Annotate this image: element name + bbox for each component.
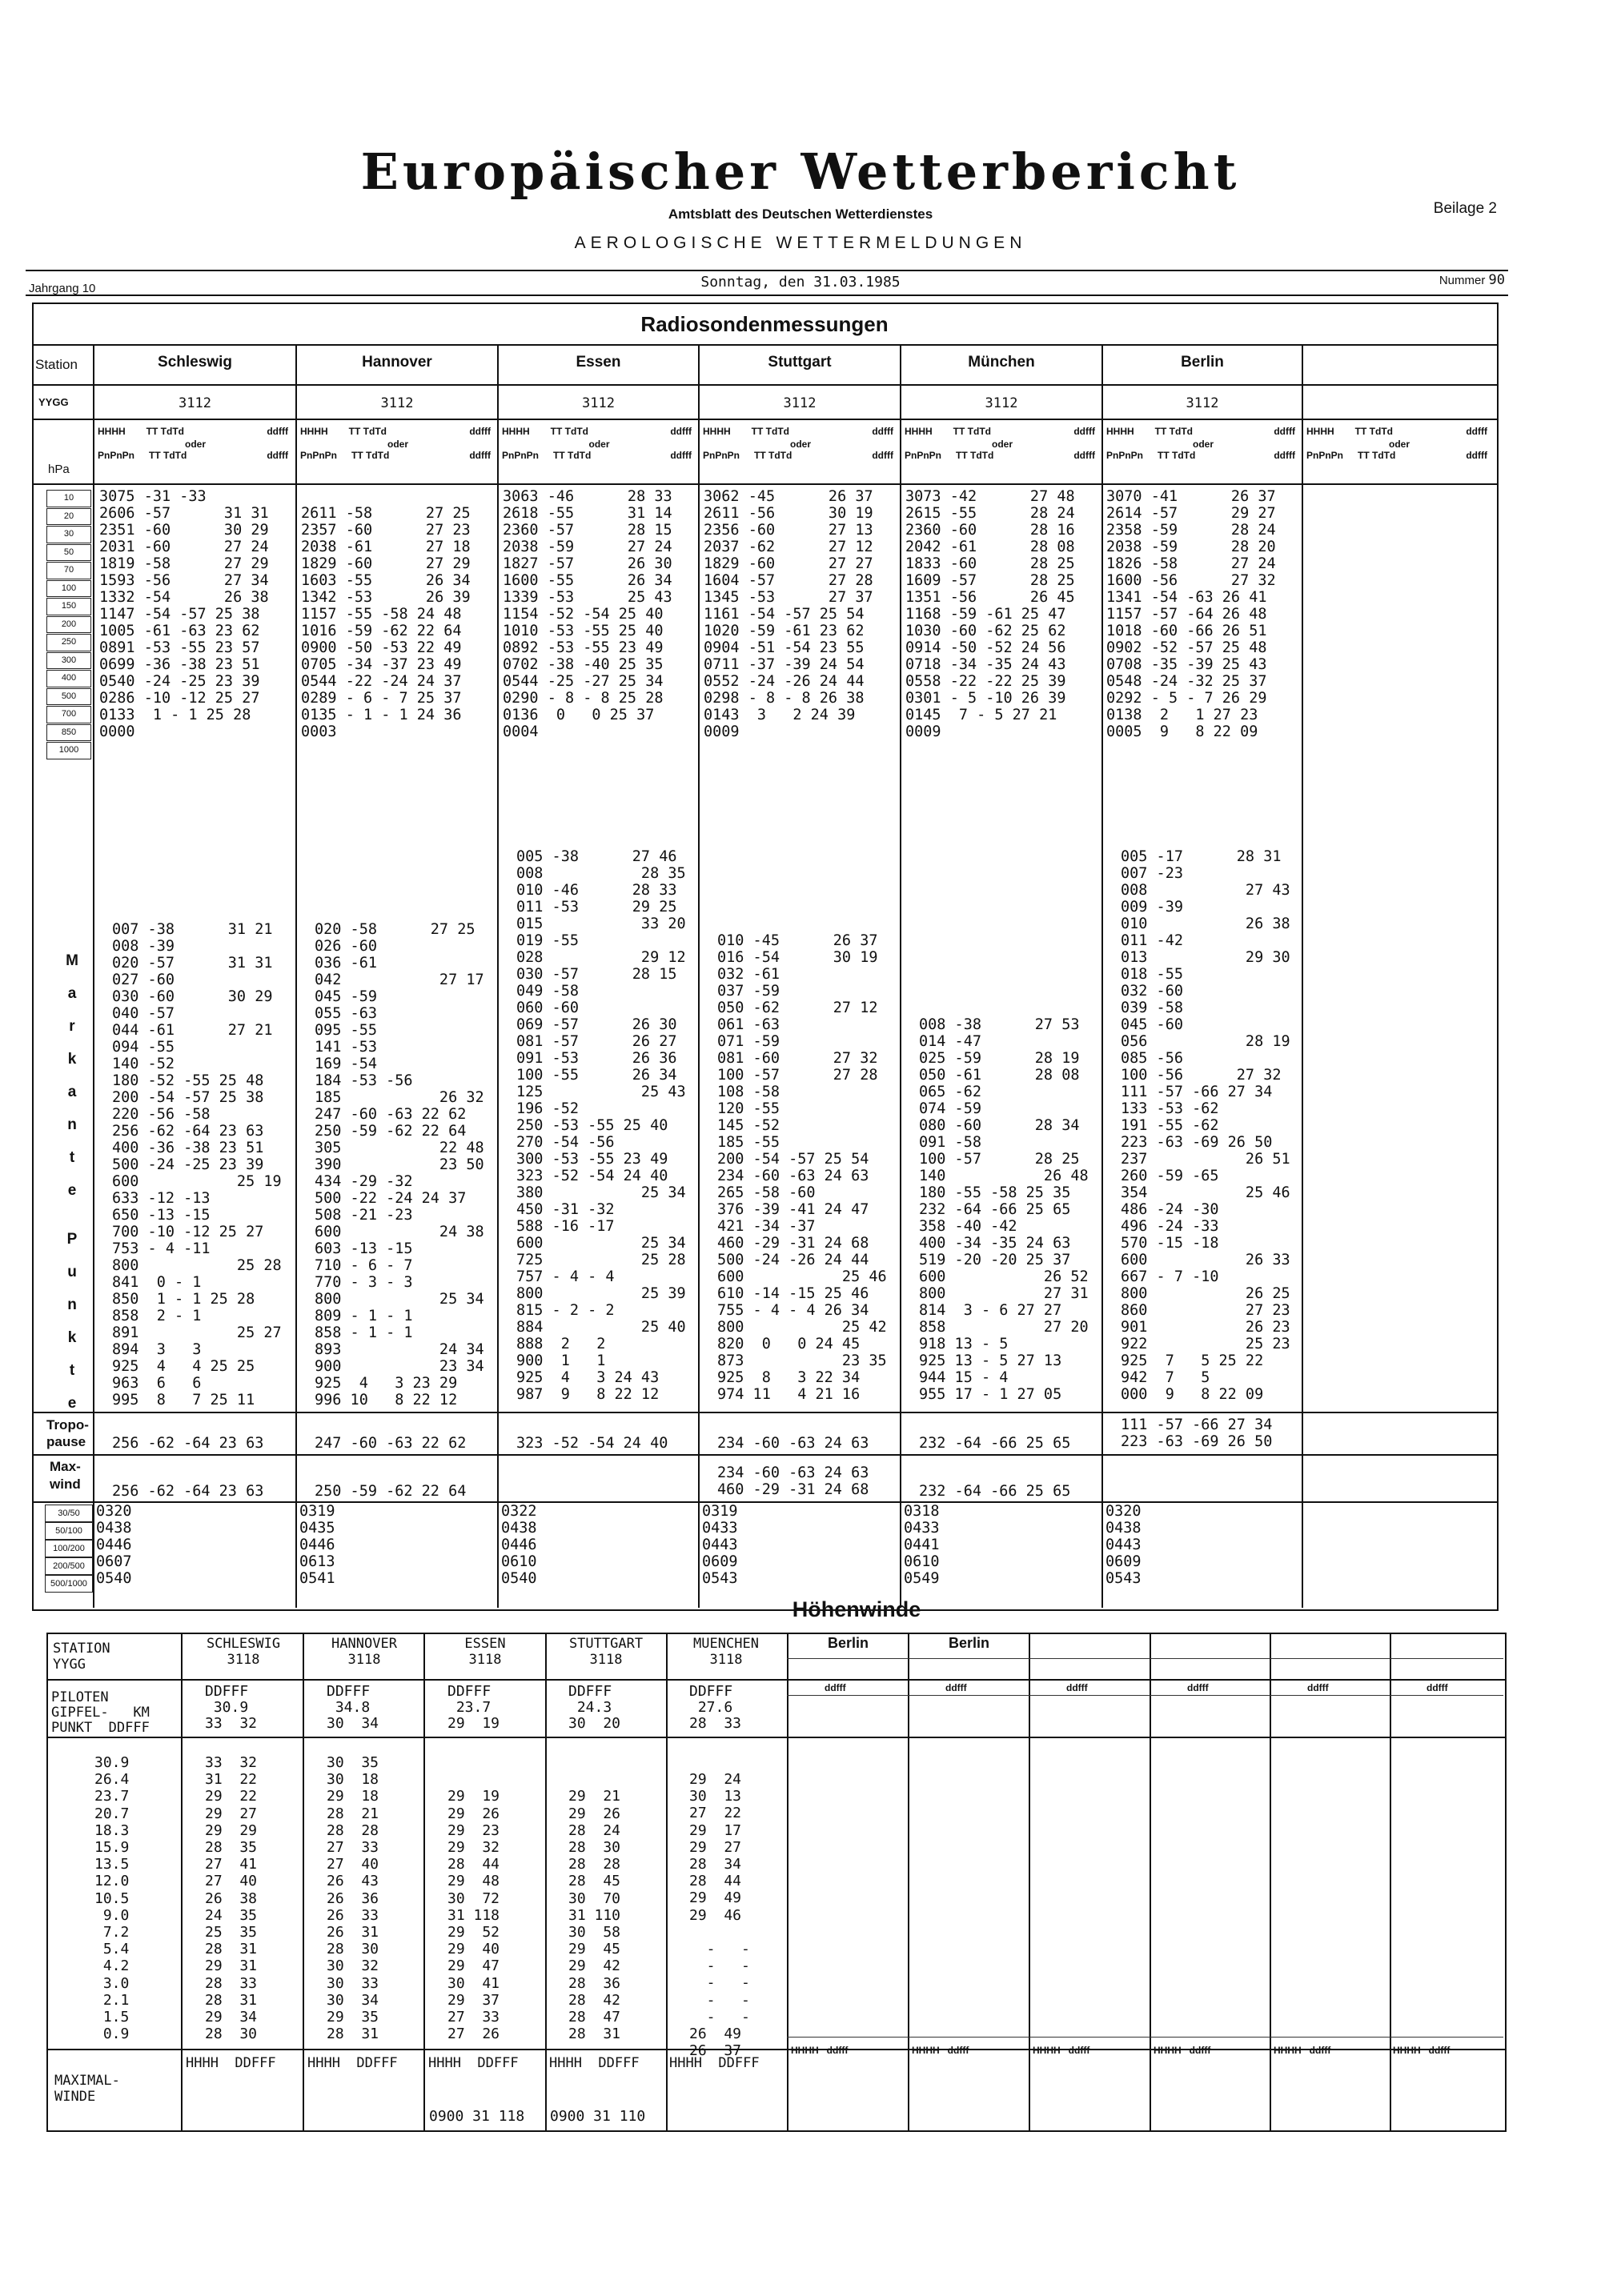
piloten-schleswig: DDFFF 30.9 33 32 bbox=[205, 1683, 258, 1732]
ddfff-label: ddfff bbox=[1426, 1682, 1448, 1693]
piloten-stuttgart: DDFFF 24.3 30 20 bbox=[568, 1683, 621, 1732]
std-levels-stuttgart: 3062 -45 26 37 2611 -56 30 19 2356 -60 27 13 2037 -62 27 12 1829 -60 27 27 1604 -57 27 28 1345 -53 27 37 1161 -54 -57 25 54 1020 -59 -61 23 62 0904 -51 -54 23 55 0711 -37 -39 24 54 0552 -24 -26 24 44 0298 - 8 - 8 26 38 0143 3 2 24 39 0009 bbox=[704, 488, 873, 740]
piloten-muenchen: DDFFF 27.6 28 33 bbox=[689, 1683, 742, 1732]
jahrgang: Jahrgang 10 bbox=[29, 282, 96, 295]
level-row: 700 bbox=[46, 706, 91, 723]
tt-label: TT TdTd bbox=[1154, 426, 1193, 437]
ddfff-label: ddfff bbox=[670, 450, 692, 461]
level-row: 20 bbox=[46, 508, 91, 526]
letter: t bbox=[69, 1362, 75, 1379]
tropo-essen: 323 -52 -54 24 40 bbox=[516, 1435, 668, 1452]
hw-heights: 30.9 26.4 23.7 20.7 18.3 15.9 13.5 12.0 10.5 9.0 7.2 5.4 4.2 3.0 2.1 1.5 0.9 bbox=[94, 1754, 130, 2043]
col-line bbox=[181, 1633, 183, 2130]
level-row: 150 bbox=[46, 598, 91, 615]
layers-schleswig: 0320 0438 0446 0607 0540 bbox=[96, 1503, 132, 1587]
radiosonde-title: Radiosondenmessungen bbox=[640, 312, 889, 336]
tt-label: TT TdTd bbox=[754, 450, 792, 461]
maxwind-schleswig: 256 -62 -64 23 63 bbox=[112, 1483, 264, 1500]
maxwind-hannover: 250 -59 -62 22 64 bbox=[315, 1483, 467, 1500]
max-head-small: HHHH ddfff bbox=[912, 2045, 969, 2056]
layer-label: 100/200 bbox=[45, 1540, 93, 1557]
piloten-hannover: DDFFF 34.8 30 34 bbox=[327, 1683, 379, 1732]
max-head-small: HHHH ddfff bbox=[1033, 2045, 1090, 2056]
ddfff-label: ddfff bbox=[1466, 450, 1487, 461]
level-row: 30 bbox=[46, 526, 91, 543]
tt-label: TT TdTd bbox=[1158, 450, 1196, 461]
rule bbox=[32, 384, 1497, 386]
sig-points-muenchen: 008 -38 27 53 014 -47 025 -59 28 19 050 -61 28 08 065 -62 074 -59 080 -60 28 34 091 -58 100 -57 28 25 140 26 48 180 -55 -58 25 35 232 -64 -66 25 65 358 -40 -42 400 -34 -35 24 63 519 -20 -20 25 37 600 26 52 800 27 31 814 3 - 6 27 27 858 27 20 918 13 - 5 925 13 - 5 27 13 944 15 - 4 955 17 - 1 27 05 bbox=[919, 1016, 1089, 1403]
station-header-stuttgart: Stuttgart bbox=[768, 354, 832, 371]
level-row: 500 bbox=[46, 688, 91, 706]
sig-points-schleswig: 007 -38 31 21 008 -39 020 -57 31 31 027 -60 030 -60 30 29 040 -57 044 -61 27 21 094 -55 140 -52 180 -52 -55 25 48 200 -54 -57 25 38 220 -56 -58 256 -62 -64 23 63 400 -36 -38 23 51 500 -24 -25 23 39 600 25 19 633 -12 -13 650 -13 -15 700 -10 -12 25 27 753 - 4 -11 800 25 28 841 0 - 1 850 1 - 1 25 28 858 2 - 1 891 25 27 894 3 3 925 4 4 25 25 963 6 6 995 8 7 25 11 bbox=[112, 921, 282, 1408]
piloten-essen: DDFFF 23.7 29 19 bbox=[447, 1683, 500, 1732]
tropo-muenchen: 232 -64 -66 25 65 bbox=[919, 1435, 1071, 1452]
rule bbox=[32, 1412, 1497, 1413]
hw-station-berlin-1: Berlin bbox=[827, 1635, 869, 1651]
pn-label: PnPnPn bbox=[905, 450, 942, 461]
letter: e bbox=[67, 1395, 77, 1412]
ddfff-label: ddfff bbox=[1466, 426, 1487, 437]
oder-label: oder bbox=[387, 439, 408, 450]
subtitle: Amtsblatt des Deutschen Wetterdienstes bbox=[668, 206, 933, 222]
max-head-small: HHHH ddfff bbox=[791, 2045, 849, 2056]
hhhh-label: HHHH bbox=[300, 426, 328, 437]
oder-label: oder bbox=[991, 439, 1013, 450]
tt-label: TT TdTd bbox=[149, 450, 187, 461]
station-header-muenchen: München bbox=[968, 354, 1035, 371]
yygg-value: 3112 bbox=[985, 395, 1018, 411]
col-line bbox=[666, 1633, 668, 2130]
letter: u bbox=[67, 1264, 77, 1280]
max-winds-label: MAXIMAL- WINDE bbox=[54, 2073, 120, 2105]
col-line bbox=[545, 1633, 547, 2130]
layers-berlin: 0320 0438 0443 0609 0543 bbox=[1105, 1503, 1142, 1587]
station-header-hannover: Hannover bbox=[362, 354, 432, 371]
layer-label: 50/100 bbox=[45, 1522, 93, 1540]
layer-label-list bbox=[45, 1505, 93, 1593]
yygg-value: 3112 bbox=[783, 395, 817, 411]
ddfff-label: ddfff bbox=[872, 450, 893, 461]
tt-label: TT TdTd bbox=[956, 450, 994, 461]
level-row: 400 bbox=[46, 670, 91, 687]
hw-station-essen: ESSEN 3118 bbox=[464, 1636, 506, 1668]
max-wind-essen: 0900 31 118 bbox=[429, 2108, 525, 2125]
hoehenwinde-title: Höhenwinde bbox=[792, 1597, 921, 1621]
col-subheader bbox=[905, 426, 1100, 461]
tt-label: TT TdTd bbox=[146, 426, 184, 437]
col-line bbox=[1150, 1633, 1151, 2130]
station-header-berlin: Berlin bbox=[1181, 354, 1224, 371]
tt-label: TT TdTd bbox=[751, 426, 789, 437]
rule bbox=[32, 483, 1497, 485]
beilage-label: Beilage 2 bbox=[1433, 200, 1497, 217]
hw-winds-schleswig: 33 32 31 22 29 22 29 27 29 29 28 35 27 41 27 40 26 38 24 35 25 35 28 31 29 31 28 33 28 31 29 34 28 30 bbox=[205, 1754, 258, 2043]
oder-label: oder bbox=[1192, 439, 1214, 450]
hw-winds-muenchen: 29 24 30 13 27 22 29 17 29 27 28 34 28 44 29 49 29 46 - - - - - - - - - - 26 49 26 37 bbox=[689, 1771, 750, 2060]
hw-winds-essen: 29 19 29 26 29 23 29 32 28 44 29 48 30 72 31 118 29 52 29 40 29 47 30 41 29 37 27 33 27 26 bbox=[447, 1788, 500, 2043]
pn-label: PnPnPn bbox=[1106, 450, 1144, 461]
hpa-label: hPa bbox=[48, 463, 70, 476]
ddfff-label: ddfff bbox=[825, 1682, 846, 1693]
std-levels-essen: 3063 -46 28 33 2618 -55 31 14 2360 -57 28 15 2038 -59 27 24 1827 -57 26 30 1600 -55 26 34 1339 -53 25 43 1154 -52 -54 25 40 1010 -53 -55 25 40 0892 -53 -55 23 49 0702 -38 -40 25 35 0544 -25 -27 25 34 0290 - 8 - 8 25 28 0136 0 0 25 37 0004 bbox=[503, 488, 672, 740]
col-line bbox=[1390, 1633, 1391, 2130]
level-row: 300 bbox=[46, 652, 91, 670]
col-line bbox=[497, 344, 499, 1608]
hw-station-muenchen: MUENCHEN 3118 bbox=[693, 1636, 759, 1668]
sig-points-essen: 005 -38 27 46 008 28 35 010 -46 28 33 011 -53 29 25 015 33 20 019 -55 028 29 12 030 -57 28 15 049 -58 060 -60 069 -57 26 30 081 -57 26 27 091 -53 26 36 100 -55 26 34 125 25 43 196 -52 250 -53 -55 25 40 270 -54 -56 300 -53 -55 23 49 323 -52 -54 24 40 380 25 34 450 -31 -32 588 -16 -17 600 25 34 725 25 28 757 - 4 - 4 800 25 39 815 - 2 - 2 884 25 40 888 2 2 900 1 1 925 4 3 24 43 987 9 8 22 12 bbox=[516, 848, 686, 1403]
level-row: 70 bbox=[46, 562, 91, 579]
rule bbox=[32, 1501, 1497, 1503]
max-head: HHHH DDFFF bbox=[549, 2055, 640, 2071]
col-line bbox=[1029, 1633, 1030, 2130]
col-line bbox=[303, 1633, 304, 2130]
hhhh-label: HHHH bbox=[905, 426, 933, 437]
col-line bbox=[908, 1633, 909, 2130]
rule bbox=[32, 1454, 1497, 1456]
col-line bbox=[93, 344, 94, 1608]
letter: t bbox=[69, 1149, 75, 1166]
letter: n bbox=[67, 1116, 77, 1133]
sig-points-hannover: 020 -58 27 25 026 -60 036 -61 042 27 17 045 -59 055 -63 095 -55 141 -53 169 -54 184 -53 -56 185 26 32 247 -60 -63 22 62 250 -59 -62 22 64 305 22 48 390 23 50 434 -29 -32 500 -22 -24 24 37 508 -21 -23 600 24 38 603 -13 -15 710 - 6 - 7 770 - 3 - 3 800 25 34 809 - 1 - 1 858 - 1 - 1 893 24 34 900 23 34 925 4 3 23 29 996 10 8 22 12 bbox=[315, 921, 484, 1408]
layers-muenchen: 0318 0433 0441 0610 0549 bbox=[904, 1503, 940, 1587]
maxwind-label: Max- wind bbox=[50, 1459, 81, 1492]
layers-stuttgart: 0319 0433 0443 0609 0543 bbox=[702, 1503, 738, 1587]
col-subheader bbox=[1306, 426, 1492, 461]
pn-label: PnPnPn bbox=[300, 450, 338, 461]
col-line bbox=[1101, 344, 1103, 1608]
max-head-small: HHHH ddfff bbox=[1154, 2045, 1211, 2056]
oder-label: oder bbox=[789, 439, 811, 450]
station-label: Station bbox=[35, 357, 78, 372]
letter: k bbox=[67, 1051, 77, 1068]
letter bbox=[56, 1207, 88, 1223]
letter: a bbox=[67, 985, 77, 1002]
max-head: HHHH DDFFF bbox=[186, 2055, 276, 2071]
letter: n bbox=[67, 1296, 77, 1313]
ddfff-label: ddfff bbox=[1274, 450, 1295, 461]
level-list bbox=[46, 490, 91, 760]
ddfff-label: ddfff bbox=[267, 426, 288, 437]
pn-label: PnPnPn bbox=[98, 450, 135, 461]
letter: P bbox=[66, 1231, 78, 1248]
station-header-essen: Essen bbox=[576, 354, 621, 371]
issue-number: Nummer 90 bbox=[1438, 272, 1505, 288]
yygg-value: 3112 bbox=[582, 395, 615, 411]
tropo-schleswig: 256 -62 -64 23 63 bbox=[112, 1435, 264, 1452]
maxwind-muenchen: 232 -64 -66 25 65 bbox=[919, 1483, 1071, 1500]
maxwind-stuttgart: 234 -60 -63 24 63 460 -29 -31 24 68 bbox=[717, 1465, 869, 1498]
layer-label: 500/1000 bbox=[45, 1575, 93, 1593]
ddfff-label: ddfff bbox=[1274, 426, 1295, 437]
tropo-stuttgart: 234 -60 -63 24 63 bbox=[717, 1435, 869, 1452]
tropopause-label: Tropo- pause bbox=[46, 1417, 89, 1449]
pn-label: PnPnPn bbox=[1306, 450, 1344, 461]
yygg-value: 3112 bbox=[380, 395, 414, 411]
level-row: 850 bbox=[46, 724, 91, 742]
ddfff-label: ddfff bbox=[1073, 450, 1095, 461]
ddfff-label: ddfff bbox=[267, 450, 288, 461]
layer-label: 30/50 bbox=[45, 1505, 93, 1522]
col-subheader bbox=[703, 426, 898, 461]
hw-station-label: STATION YYGG bbox=[53, 1641, 110, 1673]
col-line bbox=[900, 344, 901, 1608]
letter: a bbox=[67, 1084, 77, 1100]
tt-label: TT TdTd bbox=[1358, 450, 1396, 461]
yygg-value: 3112 bbox=[179, 395, 211, 411]
hhhh-label: HHHH bbox=[1306, 426, 1334, 437]
rule bbox=[32, 419, 1497, 420]
letter: r bbox=[69, 1018, 75, 1035]
issue-date: Sonntag, den 31.03.1985 bbox=[700, 274, 901, 291]
letter: e bbox=[67, 1182, 77, 1199]
layers-essen: 0322 0438 0446 0610 0540 bbox=[501, 1503, 537, 1587]
pn-label: PnPnPn bbox=[502, 450, 540, 461]
station-header-schleswig: Schleswig bbox=[158, 354, 232, 371]
ddfff-label: ddfff bbox=[469, 450, 491, 461]
pn-label: PnPnPn bbox=[703, 450, 740, 461]
rule bbox=[46, 1737, 1505, 1738]
tropo-berlin: 111 -57 -66 27 34 223 -63 -69 26 50 bbox=[1121, 1416, 1273, 1450]
col-line bbox=[295, 344, 297, 1608]
oder-label: oder bbox=[588, 439, 610, 450]
hw-winds-hannover: 30 35 30 18 29 18 28 21 28 28 27 33 27 40 26 43 26 36 26 33 26 31 28 30 30 32 30 33 30 34 29 35 28 31 bbox=[327, 1754, 379, 2043]
oder-label: oder bbox=[1388, 439, 1410, 450]
markante-punkte-label bbox=[56, 944, 88, 1420]
std-levels-schleswig: 3075 -31 -33 2606 -57 31 31 2351 -60 30 29 2031 -60 27 24 1819 -58 27 29 1593 -56 27 34 1332 -54 26 38 1147 -54 -57 25 38 1005 -61 -63 23 62 0891 -53 -55 23 57 0699 -36 -38 23 51 0540 -24 -25 23 39 0286 -10 -12 25 27 0133 1 - 1 25 28 0000 bbox=[99, 488, 269, 740]
layers-hannover: 0319 0435 0446 0613 0541 bbox=[299, 1503, 335, 1587]
col-subheader bbox=[98, 426, 293, 461]
hw-station-hannover: HANNOVER 3118 bbox=[331, 1636, 397, 1668]
ddfff-label: ddfff bbox=[1066, 1682, 1088, 1693]
level-row: 100 bbox=[46, 580, 91, 598]
hhhh-label: HHHH bbox=[98, 426, 126, 437]
yygg-label: YYGG bbox=[38, 396, 69, 408]
level-row: 250 bbox=[46, 634, 91, 651]
tt-label: TT TdTd bbox=[1354, 426, 1393, 437]
level-row: 200 bbox=[46, 616, 91, 634]
hw-station-stuttgart: STUTTGART 3118 bbox=[568, 1636, 644, 1668]
tt-label: TT TdTd bbox=[550, 426, 588, 437]
oder-label: oder bbox=[184, 439, 206, 450]
sig-points-stuttgart: 010 -45 26 37 016 -54 30 19 032 -61 037 -59 050 -62 27 12 061 -63 071 -59 081 -60 27 32 100 -57 27 28 108 -58 120 -55 145 -52 185 -55 200 -54 -57 25 54 234 -60 -63 24 63 265 -58 -60 376 -39 -41 24 47 421 -34 -37 460 -29 -31 24 68 500 -24 -26 24 44 600 25 46 610 -14 -15 25 46 755 - 4 - 4 26 34 800 25 42 820 0 0 24 45 873 23 35 925 8 3 22 34 974 11 4 21 16 bbox=[717, 932, 887, 1403]
yygg-value: 3112 bbox=[1186, 395, 1219, 411]
col-line bbox=[698, 344, 700, 1608]
std-levels-hannover: 2611 -58 27 25 2357 -60 27 23 2038 -61 27 18 1829 -60 27 29 1603 -55 26 34 1342 -53 26 39 1157 -55 -58 24 48 1016 -59 -62 22 64 0900 -50 -53 22 49 0705 -34 -37 23 49 0544 -22 -24 24 37 0289 - 6 - 7 25 37 0135 - 1 - 1 24 36 0003 bbox=[301, 505, 471, 740]
page-title: Europäischer Wetterbericht bbox=[360, 142, 1241, 201]
col-line bbox=[1270, 1633, 1271, 2130]
letter: k bbox=[67, 1329, 77, 1346]
tt-label: TT TdTd bbox=[351, 450, 390, 461]
max-wind-stuttgart: 0900 31 110 bbox=[550, 2108, 646, 2125]
col-line bbox=[423, 1633, 425, 2130]
rule bbox=[787, 1658, 1503, 1659]
header-rule-top bbox=[26, 270, 1508, 271]
rule bbox=[787, 1695, 1503, 1696]
tropo-hannover: 247 -60 -63 22 62 bbox=[315, 1435, 467, 1452]
rule bbox=[787, 2037, 1503, 2038]
hhhh-label: HHHH bbox=[1106, 426, 1134, 437]
col-subheader bbox=[502, 426, 696, 461]
level-row: 10 bbox=[46, 490, 91, 507]
level-row: 1000 bbox=[46, 742, 91, 759]
hhhh-label: HHHH bbox=[502, 426, 530, 437]
rule bbox=[32, 344, 1497, 346]
header-rule-bottom bbox=[26, 295, 1508, 296]
col-subheader bbox=[1106, 426, 1300, 461]
ddfff-label: ddfff bbox=[1073, 426, 1095, 437]
max-head: HHHH DDFFF bbox=[307, 2055, 398, 2071]
sig-points-berlin: 005 -17 28 31 007 -23 008 27 43 009 -39 010 26 38 011 -42 013 29 30 018 -55 032 -60 039 -58 045 -60 056 28 19 085 -56 100 -56 27 32 111 -57 -66 27 34 133 -53 -62 191 -55 -62 223 -63 -69 26 50 237 26 51 260 -59 -65 354 25 46 486 -24 -30 496 -24 -33 570 -15 -18 600 26 33 667 - 7 -10 800 26 25 860 27 23 901 26 23 922 25 23 925 7 5 25 22 942 7 5 000 9 8 22 09 bbox=[1121, 848, 1290, 1403]
level-row: 50 bbox=[46, 544, 91, 562]
rule bbox=[46, 1679, 1505, 1681]
std-levels-berlin: 3070 -41 26 37 2614 -57 29 27 2358 -59 28 24 2038 -59 28 20 1826 -58 27 24 1600 -56 27 32 1341 -54 -63 26 41 1157 -57 -64 26 48 1018 -60 -66 26 51 0902 -52 -57 25 48 0708 -35 -39 25 43 0548 -24 -32 25 37 0292 - 5 - 7 26 29 0138 2 1 27 23 0005 9 8 22 09 bbox=[1106, 488, 1276, 740]
piloten-label: PILOTEN GIPFEL- KM PUNKT DDFFF bbox=[51, 1689, 150, 1736]
layer-label: 200/500 bbox=[45, 1557, 93, 1575]
col-line bbox=[1302, 344, 1303, 1608]
letter: M bbox=[66, 952, 78, 969]
ddfff-label: ddfff bbox=[872, 426, 893, 437]
tt-label: TT TdTd bbox=[553, 450, 592, 461]
ddfff-label: ddfff bbox=[670, 426, 692, 437]
std-levels-muenchen: 3073 -42 27 48 2615 -55 28 24 2360 -60 28 16 2042 -61 28 08 1833 -60 28 25 1609 -57 28 25 1351 -56 26 45 1168 -59 -61 25 47 1030 -60 -62 25 62 0914 -50 -52 24 56 0718 -34 -35 24 43 0558 -22 -22 25 39 0301 - 5 -10 26 39 0145 7 - 5 27 21 0009 bbox=[905, 488, 1075, 740]
tt-label: TT TdTd bbox=[348, 426, 387, 437]
hw-station-schleswig: SCHLESWIG 3118 bbox=[206, 1636, 281, 1668]
max-head-small: HHHH ddfff bbox=[1274, 2045, 1331, 2056]
ddfff-label: ddfff bbox=[1187, 1682, 1209, 1693]
ddfff-label: ddfff bbox=[469, 426, 491, 437]
max-head: HHHH DDFFF bbox=[669, 2055, 760, 2071]
max-head-small: HHHH ddfff bbox=[1393, 2045, 1451, 2056]
ddfff-label: ddfff bbox=[1307, 1682, 1329, 1693]
ddfff-label: ddfff bbox=[945, 1682, 967, 1693]
col-line bbox=[787, 1633, 788, 2130]
tt-label: TT TdTd bbox=[953, 426, 991, 437]
hw-station-berlin-2: Berlin bbox=[948, 1635, 989, 1651]
col-subheader bbox=[300, 426, 496, 461]
max-head: HHHH DDFFF bbox=[428, 2055, 519, 2071]
section-heading: AEROLOGISCHE WETTERMELDUNGEN bbox=[574, 234, 1027, 252]
hw-winds-stuttgart: 29 21 29 26 28 24 28 30 28 28 28 45 30 70 31 110 30 58 29 45 29 42 28 36 28 42 28 47 28 31 bbox=[568, 1788, 621, 2043]
hhhh-label: HHHH bbox=[703, 426, 731, 437]
